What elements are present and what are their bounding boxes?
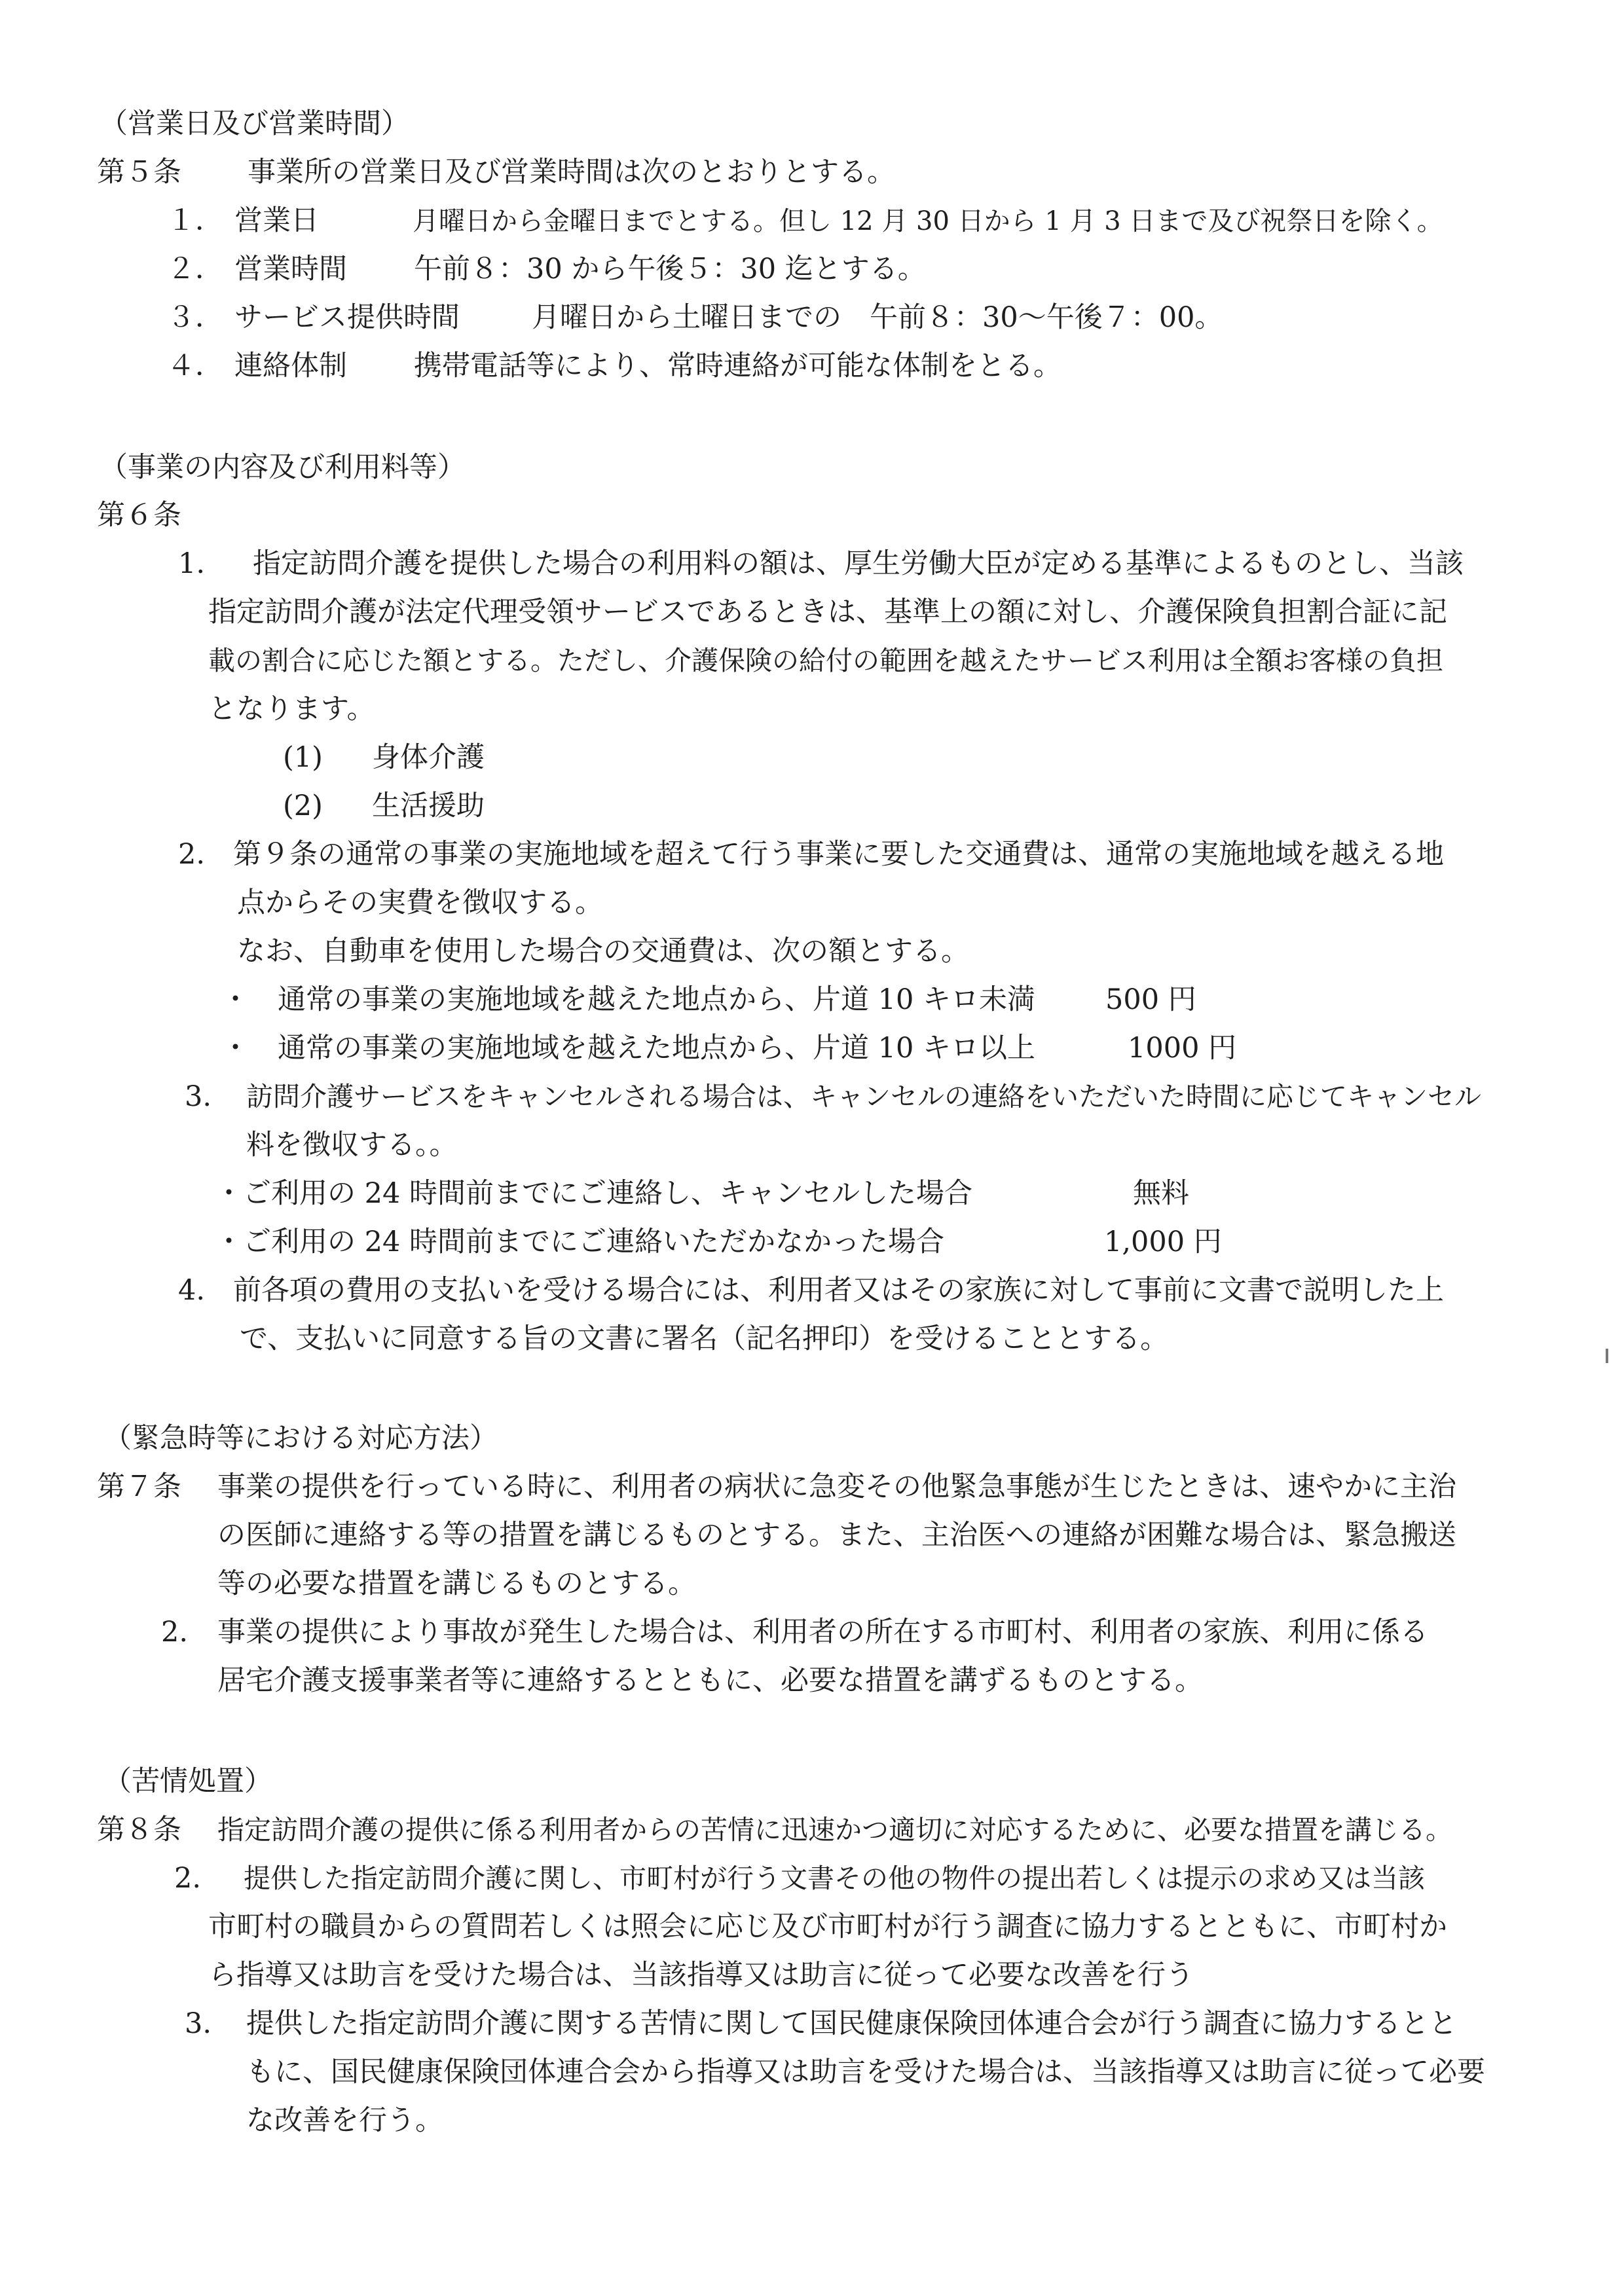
fee-row-amount: 500 円	[1105, 983, 1196, 1016]
article-6-item-2-line: 点からその実費を徴収する。	[237, 886, 603, 919]
article-6-item-2-line: 第９条の通常の事業の実施地域を超えて行う事業に要した交通費は、通常の実施地域を越える地	[233, 838, 1444, 871]
article-5-item-label: 連絡体制	[234, 350, 347, 382]
article-6-label: 第６条	[97, 499, 181, 532]
article-8-item-2-line: 市町村の職員からの質問若しくは照会に応じ及び市町村が行う調査に協力するとともに、市町村か	[208, 1910, 1447, 1943]
article-5-item-label: 営業日	[234, 204, 319, 237]
article-8-item-3-line: 提供した指定訪問介護に関する苦情に関して国民健康保険団体連合会が行う調査に協力するとと	[246, 2007, 1457, 2040]
article-5-text: 事業所の営業日及び営業時間は次のとおりとする。	[248, 156, 895, 189]
article-7-heading: （緊急時等における対応方法）	[103, 1422, 498, 1455]
article-7-line: の医師に連絡する等の措置を講じるものとする。また、主治医への連絡が困難な場合は、緊急搬送	[217, 1519, 1456, 1552]
article-7-line: 事業の提供を行っている時に、利用者の病状に急変その他緊急事態が生じたときは、速やかに主治	[217, 1470, 1456, 1503]
article-6-item-2-num: 2.	[178, 838, 206, 871]
article-5-item-num: １．	[167, 204, 223, 237]
article-6-item-1-num: 1.	[178, 547, 206, 580]
article-8-item-3-num: 3.	[185, 2007, 212, 2040]
article-7-item-2-num: 2.	[161, 1616, 189, 1649]
article-6-heading: （事業の内容及び利用料等）	[100, 451, 466, 484]
article-6-item-4-line: 前各項の費用の支払いを受ける場合には、利用者又はその家族に対して事前に文書で説明した上	[233, 1274, 1444, 1307]
article-8-text: 指定訪問介護の提供に係る利用者からの苦情に迅速かつ適切に対応するために、必要な措置を講じる。	[217, 1814, 1452, 1846]
fee-row-label: ・ 通常の事業の実施地域を越えた地点から、片道 10 キロ以上	[221, 1032, 1036, 1065]
article-8-item-3-line: もに、国民健康保険団体連合会から指導又は助言を受けた場合は、当該指導又は助言に従って必要	[246, 2056, 1485, 2088]
article-5-item-num: ３．	[167, 301, 223, 334]
article-6-item-3-num: 3.	[185, 1080, 212, 1113]
article-5-label: 第５条	[97, 156, 181, 189]
article-6-sub-item-num: (1)	[283, 741, 323, 774]
article-5-item-text: 携帯電話等により、常時連絡が可能な体制をとる。	[414, 350, 1061, 382]
article-6-item-3-line: 訪問介護サービスをキャンセルされる場合は、キャンセルの連絡をいただいた時間に応じてキャンセル	[246, 1081, 1481, 1112]
article-5-item-num: ４．	[167, 350, 223, 382]
article-6-item-1-line: 指定訪問介護が法定代理受領サービスであるときは、基準上の額に対し、介護保険負担割合証に記	[208, 596, 1447, 629]
article-5-item-label: サービス提供時間	[234, 301, 460, 334]
cancel-row-label: ・ご利用の 24 時間前までにご連絡し、キャンセルした場合	[215, 1177, 973, 1210]
article-7-item-2-line: 事業の提供により事故が発生した場合は、利用者の所在する市町村、利用者の家族、利用に係る	[217, 1616, 1428, 1649]
article-6-item-1-line: 指定訪問介護を提供した場合の利用料の額は、厚生労働大臣が定める基準によるものとし、当該	[253, 547, 1464, 580]
article-7-label: 第７条	[97, 1470, 181, 1503]
fee-row-label: ・ 通常の事業の実施地域を越えた地点から、片道 10 キロ未満	[221, 983, 1036, 1016]
article-8-item-2-line: 提供した指定訪問介護に関し、市町村が行う文書その他の物件の提出若しくは提示の求め又は当該	[244, 1863, 1425, 1894]
article-8-heading: （苦情処置）	[103, 1765, 272, 1798]
article-6-item-1-line: となります。	[208, 693, 375, 725]
article-6-item-2-line: なお、自動車を使用した場合の交通費は、次の額とする。	[237, 935, 969, 968]
article-5-item-text: 月曜日から金曜日までとする。但し 12 月 30 日から 1 月 3 日まで及び祝祭日を除く。	[413, 206, 1443, 236]
article-6-sub-item-num: (2)	[283, 790, 323, 822]
fee-row-amount: 1000 円	[1128, 1032, 1237, 1065]
article-5-item-num: ２．	[167, 253, 223, 285]
cancel-row-label: ・ご利用の 24 時間前までにご連絡いただかなかった場合	[215, 1226, 945, 1258]
article-5-item-text: 午前８：30 から午後５：30 迄とする。	[414, 253, 926, 285]
article-5-item-label: 営業時間	[234, 253, 347, 285]
article-5-item-text: 月曜日から土曜日までの 午前８：30～午後７：00。	[532, 301, 1223, 334]
article-8-item-2-num: 2.	[174, 1862, 202, 1895]
article-8-label: 第８条	[97, 1813, 181, 1846]
article-5-heading: （営業日及び営業時間）	[100, 107, 409, 140]
article-8-item-2-line: ら指導又は助言を受けた場合は、当該指導又は助言に従って必要な改善を行う	[208, 1959, 1194, 1992]
article-6-sub-item-text: 身体介護	[372, 741, 485, 774]
article-6-item-4-line: で、支払いに同意する旨の文書に署名（記名押印）を受けることとする。	[240, 1322, 1169, 1355]
article-6-item-1-line: 載の割合に応じた額とする。ただし、介護保険の給付の範囲を越えたサービス利用は全額お客様の負担	[208, 645, 1443, 676]
cancel-row-amount: 1,000 円	[1104, 1226, 1222, 1258]
article-6-sub-item-text: 生活援助	[372, 790, 485, 822]
scan-mark	[1606, 1349, 1608, 1363]
article-6-item-3-line: 料を徴収する。。	[246, 1129, 458, 1161]
article-8-item-3-line: な改善を行う。	[246, 2104, 443, 2137]
article-6-item-4-num: 4.	[178, 1274, 206, 1307]
cancel-row-amount: 無料	[1133, 1177, 1189, 1210]
article-7-item-2-line: 居宅介護支援事業者等に連絡するとともに、必要な措置を講ずるものとする。	[217, 1664, 1203, 1697]
article-7-line: 等の必要な措置を講じるものとする。	[217, 1567, 696, 1600]
